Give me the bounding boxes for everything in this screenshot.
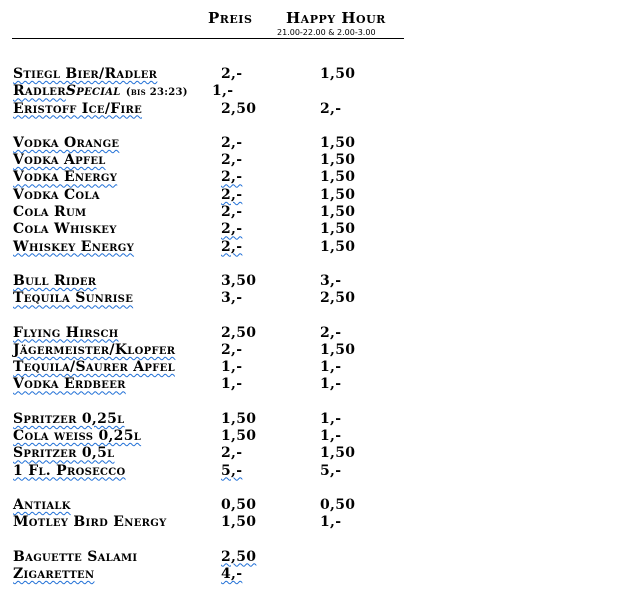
item-price: 2,-	[221, 238, 243, 255]
item-name: Motley Bird Energy	[13, 514, 167, 531]
item-price: 0,50	[221, 496, 257, 513]
item-name: Vodka Cola	[13, 186, 100, 203]
item-happy-hour-price: 2,-	[320, 100, 342, 117]
item-happy-hour-price: 2,50	[320, 290, 356, 307]
item-name: Vodka Erdbeer	[13, 376, 126, 393]
menu-row	[13, 514, 613, 531]
item-name: Eristoff Ice/Fire	[13, 100, 142, 117]
item-price: 2,-	[221, 221, 243, 238]
item-name: Whiskey Energy	[13, 238, 135, 255]
item-happy-hour-price: 1,50	[320, 445, 356, 462]
item-price: 2,-	[221, 134, 243, 151]
item-happy-hour-price: 1,50	[320, 186, 356, 203]
item-name: Antialk	[13, 496, 71, 513]
menu-row	[13, 411, 613, 428]
item-price: 2,-	[221, 186, 243, 203]
menu-row	[13, 273, 613, 290]
menu-row	[13, 566, 613, 583]
menu-row	[13, 497, 613, 514]
menu-row	[13, 325, 613, 342]
item-price: 2,-	[221, 66, 243, 82]
menu-row	[13, 169, 613, 186]
item-happy-hour-price: 3,-	[320, 272, 342, 289]
item-happy-hour-price: 1,50	[320, 66, 356, 82]
price-column-header: Preis	[208, 9, 253, 27]
menu-row	[13, 359, 613, 376]
item-name: Spritzer 0,5l	[13, 445, 115, 462]
item-name: Tequila/Saurer Apfel	[13, 359, 175, 376]
menu-row	[13, 376, 613, 393]
item-price: 2,-	[221, 445, 243, 462]
menu-row	[13, 445, 613, 462]
item-happy-hour-price: 1,50	[320, 134, 356, 151]
item-price: 1,-	[212, 83, 234, 100]
item-name-special: Special	[65, 83, 121, 100]
menu-row	[13, 187, 613, 204]
item-price: 4,-	[221, 565, 243, 582]
item-price: 2,-	[221, 341, 243, 358]
item-happy-hour-price: 1,50	[320, 238, 356, 255]
item-price: 1,50	[221, 514, 257, 531]
menu-row	[13, 290, 613, 307]
item-name-prefix: Radler	[13, 83, 66, 100]
item-price: 1,-	[221, 359, 243, 376]
item-name: 1 Fl. Prosecco	[13, 462, 126, 479]
menu-row	[13, 549, 613, 566]
menu-row	[13, 428, 613, 445]
item-name: Vodka Orange	[13, 134, 120, 151]
menu-row	[13, 101, 613, 118]
item-name	[13, 83, 188, 99]
item-name: Bull Rider	[13, 272, 97, 289]
item-happy-hour-price: 1,50	[320, 341, 356, 358]
item-price: 1,50	[221, 428, 257, 445]
menu-row	[13, 221, 613, 238]
menu-row	[13, 239, 613, 256]
item-name: Vodka Energy	[13, 169, 118, 186]
happy-hour-column-header: Happy Hour	[286, 9, 386, 27]
happy-hour-times: 21.00-22.00 & 2.00-3.00	[277, 28, 376, 37]
item-price: 2,50	[221, 100, 257, 117]
item-name: Spritzer 0,25l	[13, 410, 125, 427]
item-happy-hour-price: 1,50	[320, 221, 356, 238]
item-happy-hour-price: 1,-	[320, 410, 342, 427]
menu-row	[13, 152, 613, 169]
menu-row	[13, 135, 613, 152]
item-name: Tequila Sunrise	[13, 290, 134, 307]
item-price: 1,-	[221, 376, 243, 393]
item-happy-hour-price: 1,-	[320, 428, 342, 445]
item-name: Zigaretten	[13, 565, 95, 582]
item-happy-hour-price: 1,50	[320, 169, 356, 186]
item-price: 3,-	[221, 290, 243, 307]
item-happy-hour-price: 1,-	[320, 514, 342, 531]
item-happy-hour-price: 1,50	[320, 204, 356, 221]
item-name: Stiegl Bier/Radler	[13, 66, 158, 82]
menu-row	[13, 342, 613, 359]
menu-row	[13, 204, 613, 221]
item-price: 2,-	[221, 169, 243, 186]
item-price: 2,-	[221, 152, 243, 169]
item-price: 3,50	[221, 272, 257, 289]
item-name-note: (bis 23:23)	[125, 87, 188, 99]
menu-row	[13, 463, 613, 480]
item-happy-hour-price: 0,50	[320, 496, 356, 513]
item-price: 5,-	[221, 462, 243, 479]
item-name: Baguette Salami	[13, 548, 138, 565]
item-happy-hour-price: 1,50	[320, 152, 356, 169]
item-price: 2,-	[221, 204, 243, 221]
item-price: 1,50	[221, 410, 257, 427]
item-name: Vodka Apfel	[13, 152, 106, 169]
item-name: Cola weiss 0,25l	[13, 428, 142, 445]
item-name: Jägermeister/Klopfer	[13, 341, 176, 358]
item-name: Flying Hirsch	[13, 324, 119, 341]
item-happy-hour-price: 1,-	[320, 376, 342, 393]
menu-row	[13, 66, 613, 83]
item-name: Cola Whiskey	[13, 221, 117, 238]
item-price: 2,50	[221, 548, 257, 565]
item-price: 2,50	[221, 324, 257, 341]
header-divider	[12, 38, 404, 39]
item-happy-hour-price: 5,-	[320, 462, 342, 479]
item-name: Cola Rum	[13, 204, 87, 221]
item-happy-hour-price: 2,-	[320, 324, 342, 341]
item-happy-hour-price: 1,-	[320, 359, 342, 376]
drink-menu-list	[13, 66, 613, 583]
menu-row	[13, 83, 613, 100]
